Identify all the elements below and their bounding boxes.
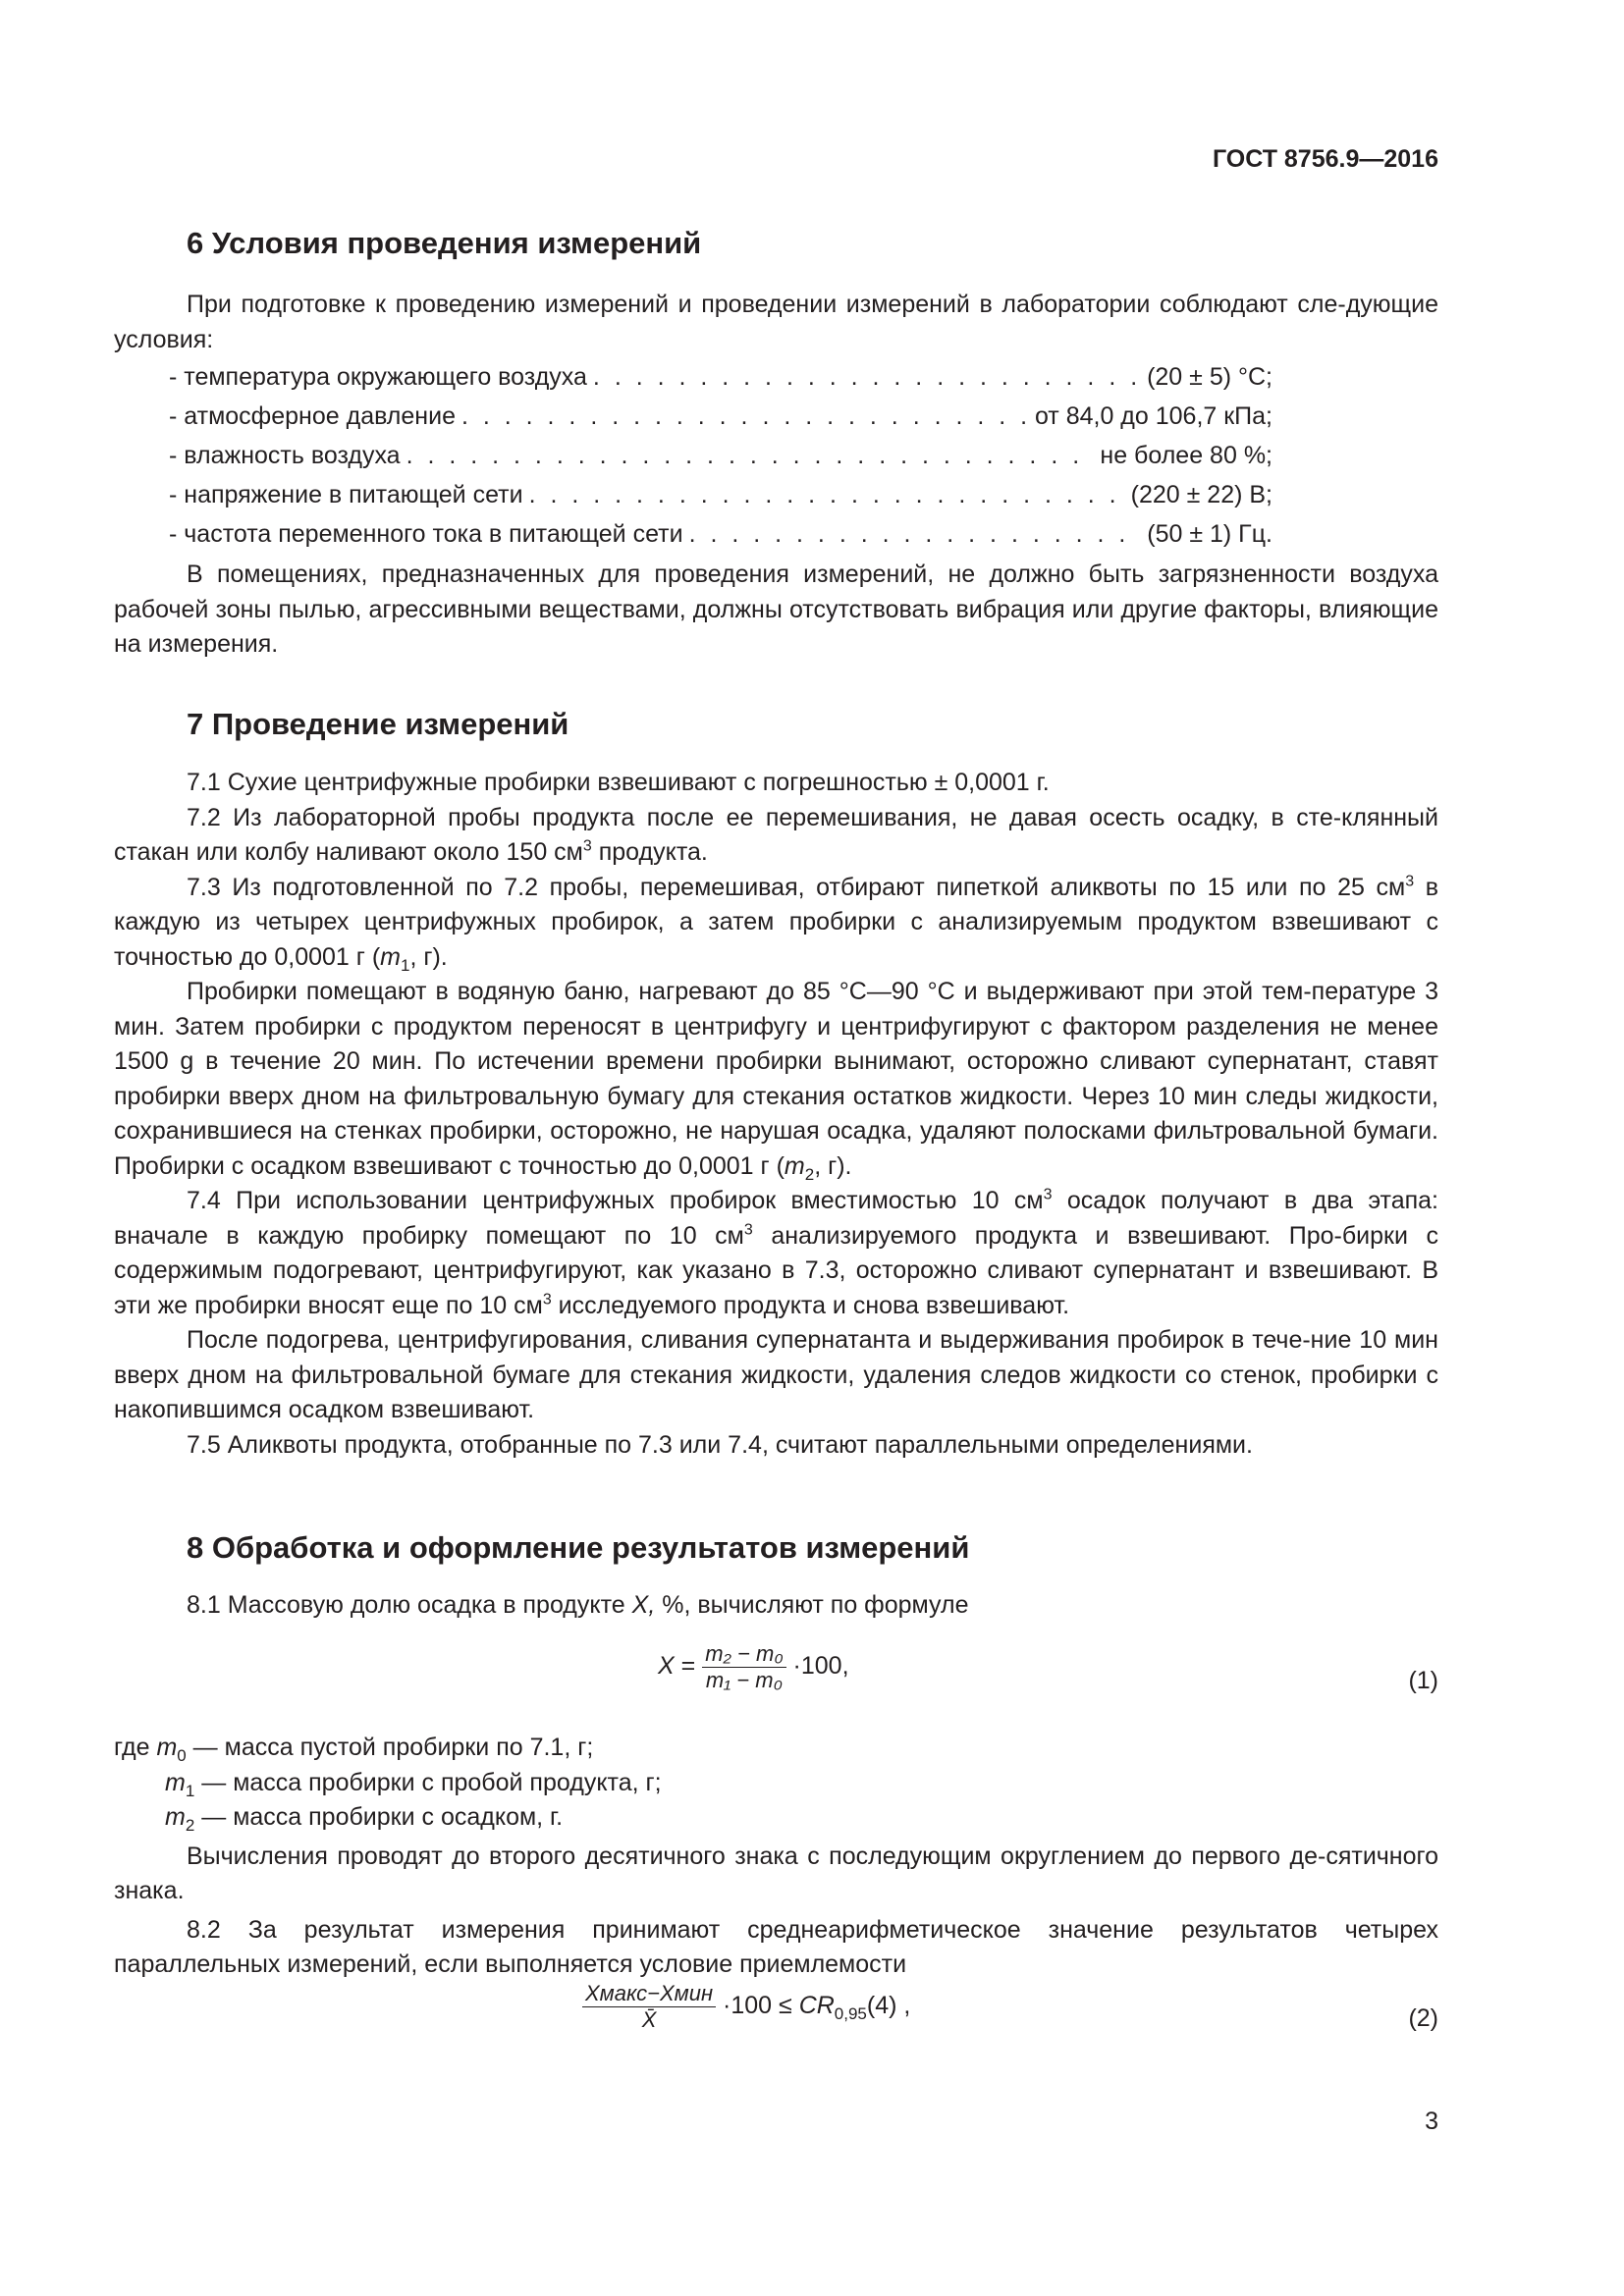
leader-dots xyxy=(461,397,1029,436)
condition-value: от 84,0 до 106,7 кПа; xyxy=(1034,402,1272,430)
symbol-x: X, xyxy=(631,1591,656,1619)
text: , г). xyxy=(409,942,448,971)
text: исследуемого продукта и снова взвешивают. xyxy=(551,1291,1070,1319)
condition-item xyxy=(169,514,1272,554)
leader-dots xyxy=(406,436,1095,475)
symbol-m: m xyxy=(165,1803,186,1831)
formula-argument: (4) , xyxy=(866,1992,911,2020)
superscript: 3 xyxy=(582,837,592,855)
condition-label: - температура окружающего воздуха xyxy=(169,363,587,391)
symbol-m: m xyxy=(165,1768,186,1796)
section-6-body xyxy=(114,288,1438,663)
rounding-note: Вычисления проводят до второго десятичного знака с последующим округлением до первого де-сятичного знака. xyxy=(114,1842,1438,1904)
formula-cr: CR xyxy=(798,1992,835,2020)
section-6-note: В помещениях, предназначенных для проведения измерений, не должно быть загрязненности воздуха рабочей зоны пылью, агрессивными веществами, должны отсутствовать вибрация или другие факторы, влияющие на измерения. xyxy=(114,561,1438,658)
condition-value: (20 ± 5) °С; xyxy=(1147,363,1272,391)
formula-tail: ·100 ≤ xyxy=(723,1992,799,2020)
text: Пробирки помещают в водяную баню, нагревают до 85 °С—90 °С и выдерживают при этой тем-пературе 3 мин. Затем пробирки с продуктом переносят в центрифугу и центрифугируют с фактором разделения не менее 1500 g в течение 20 мин. По истечении времени пробирки вынимают, осторожно сливают супернатант, ставят пробирки вверх дном на фильтровальную бумагу для стекания остатков жидкости. Через 10 мин следы жидкости, сохранившиеся на стенках пробирки, осторожно, не нарушая осадка, удаляют полосками фильтровальной бумаги. Пробирки с осадком взвешивают с точностью до 0,0001 г ( xyxy=(114,978,1438,1180)
text: 8.1 Массовую долю осадка в продукте xyxy=(187,1591,632,1619)
condition-item xyxy=(169,397,1272,436)
definition-item xyxy=(114,1766,1438,1801)
fraction-numerator: Xмакс−Xмин xyxy=(582,1981,716,2007)
formula-equals: = xyxy=(680,1652,696,1681)
leader-dots xyxy=(593,357,1141,397)
condition-value: не более 80 %; xyxy=(1100,442,1272,469)
section-6-title: 6 Условия проведения измерений xyxy=(187,226,702,260)
subscript: 1 xyxy=(401,955,410,975)
text: осадок получают в два этапа: вначале в каждую пробирку помещают по 10 см xyxy=(114,1187,1439,1250)
condition-item xyxy=(169,475,1272,514)
superscript: 3 xyxy=(1405,873,1415,890)
equation-number-1: (1) xyxy=(1408,1667,1438,1694)
definition-text: — масса пробирки с пробой продукта, г; xyxy=(194,1768,662,1796)
formula-fraction xyxy=(702,1641,785,1693)
formula-1 xyxy=(658,1641,849,1693)
condition-value: (220 ± 22) В; xyxy=(1130,481,1272,508)
symbol-m: m xyxy=(380,942,401,971)
superscript: 3 xyxy=(542,1291,552,1308)
definition-text: — масса пробирки с осадком, г. xyxy=(194,1803,564,1831)
definition-item xyxy=(114,1800,1438,1836)
text: 7.3 Из подготовленной по 7.2 пробы, перемешивая, отбирают пипеткой аликвоты по 15 или по 25 см xyxy=(187,873,1406,901)
subscript: 0,95 xyxy=(834,2004,867,2024)
text: анализируемого продукта и взвешивают. Про-бирки с содержимым подогревают, центрифугируют, как указано в 7.3, осторожно сливают супернатант и взвешивают. В эти же пробирки вносят еще по 10 см xyxy=(114,1221,1439,1319)
text: , г). xyxy=(814,1151,852,1180)
paragraph-7-2 xyxy=(114,801,1438,871)
paragraph-7-4-cont: После подогрева, центрифугирования, сливания супернатанта и выдерживания пробирок в тече-ние 10 мин вверх дном на фильтровальной бумаге для стекания жидкости, удаления следов жидкости со стенок, пробирки с накопившимся осадком взвешивают. xyxy=(114,1326,1438,1423)
where-label: где xyxy=(114,1734,157,1761)
paragraph-7-3 xyxy=(114,871,1438,976)
condition-value: (50 ± 1) Гц. xyxy=(1147,520,1272,548)
fraction-denominator: X̄ xyxy=(641,2007,657,2032)
formula-tail: ·100, xyxy=(792,1652,849,1681)
conditions-list xyxy=(114,357,1272,554)
section-6-intro: При подготовке к проведению измерений и проведении измерений в лаборатории соблюдают сле-дующие условия: xyxy=(114,291,1438,353)
fraction-denominator: m₁ − m₀ xyxy=(705,1668,783,1692)
condition-label: - влажность воздуха xyxy=(169,442,401,469)
paragraph-8-2: 8.2 За результат измерения принимают среднеарифметическое значение результатов четырех параллельных измерений, если выполняется условие приемлемости xyxy=(114,1915,1438,1978)
section-8-title: 8 Обработка и оформление результатов измерений xyxy=(187,1530,970,1565)
paragraph-7-5: 7.5 Аликвоты продукта, отобранные по 7.3 или 7.4, считают параллельными определениями. xyxy=(187,1430,1253,1459)
definition-text: — масса пустой пробирки по 7.1, г; xyxy=(186,1734,594,1761)
variable-definitions xyxy=(114,1731,1438,1983)
text: 7.4 При использовании центрифужных пробирок вместимостью 10 см xyxy=(187,1187,1044,1214)
superscript: 3 xyxy=(1043,1186,1053,1203)
leader-dots xyxy=(529,475,1125,514)
page-number: 3 xyxy=(1425,2108,1438,2135)
formula-2 xyxy=(582,1981,910,2033)
text: %, вычисляют по формуле xyxy=(655,1591,969,1619)
condition-item xyxy=(169,436,1272,475)
formula-lhs: X xyxy=(658,1652,675,1681)
condition-label: - напряжение в питающей сети xyxy=(169,481,523,508)
paragraph-7-1: 7.1 Сухие центрифужные пробирки взвешивают с погрешностью ± 0,0001 г. xyxy=(187,769,1050,796)
condition-label: - частота переменного тока в питающей сети xyxy=(169,520,683,548)
symbol-m: m xyxy=(784,1151,805,1180)
paragraph-7-4 xyxy=(114,1184,1438,1323)
formula-fraction xyxy=(582,1981,716,2033)
subscript: 0 xyxy=(177,1746,187,1765)
definition-item xyxy=(114,1731,1438,1766)
section-7-title: 7 Проведение измерений xyxy=(187,707,569,741)
condition-item xyxy=(169,357,1272,397)
subscript: 1 xyxy=(185,1781,195,1800)
equation-number-2: (2) xyxy=(1408,2004,1438,2032)
paragraph-7-3-cont xyxy=(114,975,1438,1184)
subscript: 2 xyxy=(804,1164,815,1184)
paragraph-8-1 xyxy=(114,1588,1438,1624)
superscript: 3 xyxy=(743,1221,753,1239)
subscript: 2 xyxy=(185,1816,195,1835)
text: 7.2 Из лабораторной пробы продукта после ее перемешивания, не давая осесть осадку, в сте-клянный стакан или колбу наливают около 150 см xyxy=(114,803,1438,866)
text: в каждую из четырех центрифужных пробирок, а затем пробирки с анализируемым продуктом взвешивают с точностью до 0,0001 г ( xyxy=(114,873,1438,971)
document-code-header: ГОСТ 8756.9—2016 xyxy=(1212,145,1438,173)
text: продукта. xyxy=(591,838,708,866)
condition-label: - атмосферное давление xyxy=(169,402,456,430)
leader-dots xyxy=(689,514,1142,554)
section-7-body xyxy=(114,766,1438,1463)
symbol-m: m xyxy=(156,1734,178,1761)
fraction-numerator: m₂ − m₀ xyxy=(702,1641,785,1668)
